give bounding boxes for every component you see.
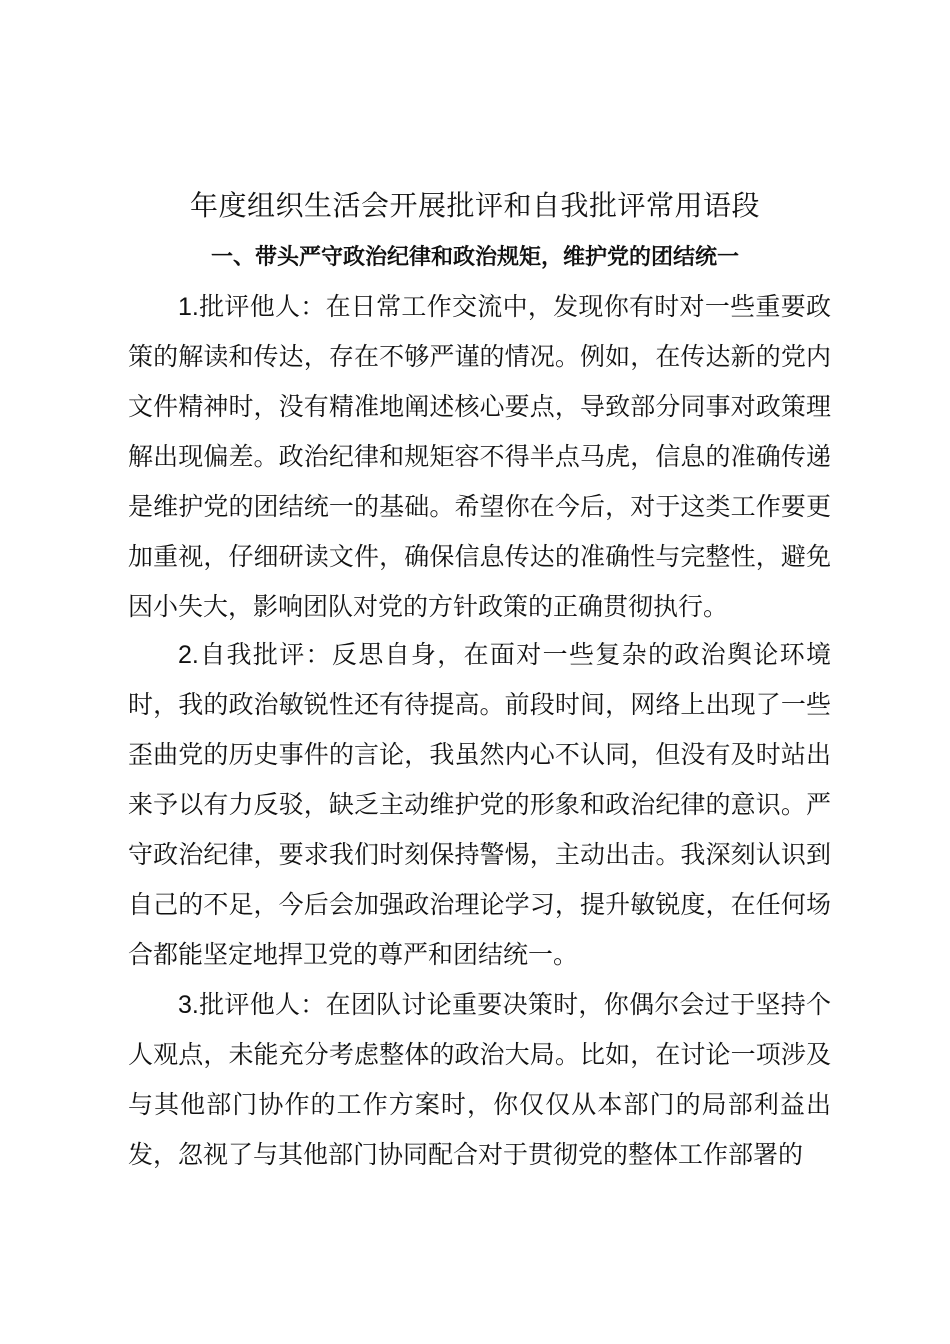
paragraph-2: [128, 630, 831, 980]
paragraph-number: 2.: [178, 641, 199, 669]
paragraph-3: [128, 980, 831, 1180]
paragraph-number: 1.: [178, 293, 199, 321]
document-title: 年度组织生活会开展批评和自我批评常用语段: [189, 189, 760, 222]
paragraph-text: 自我批评：反思自身，在面对一些复杂的政治舆论环境时，我的政治敏锐性还有待提高。前段时间，网络上出现了一些歪曲党的历史事件的言论，我虽然内心不认同，但没有及时站出来予以有力反驳，缺乏主动维护党的形象和政治纪律的意识。严守政治纪律，要求我们时刻保持警惕，主动出击。我深刻认识到自己的不足，今后会加强政治理论学习，提升敏锐度，在任何场合都能坚定地捍卫党的尊严和团结统一。: [128, 640, 831, 969]
paragraph-text: 批评他人：在日常工作交流中，发现你有时对一些重要政策的解读和传达，存在不够严谨的情况。例如，在传达新的党内文件精神时，没有精准地阐述核心要点，导致部分同事对政策理解出现偏差。政治纪律和规矩容不得半点马虎，信息的准确传递是维护党的团结统一的基础。希望你在今后，对于这类工作要更加重视，仔细研读文件，确保信息传达的准确性与完整性，避免因小失大，影响团队对党的方针政策的正确贯彻执行。: [128, 292, 831, 621]
paragraph-1: [128, 282, 831, 632]
paragraph-text: 批评他人：在团队讨论重要决策时，你偶尔会过于坚持个人观点，未能充分考虑整体的政治大局。比如，在讨论一项涉及与其他部门协作的工作方案时，你仅仅从本部门的局部利益出发，忽视了与其他部门协同配合对于贯彻党的整体工作部署的: [128, 990, 831, 1169]
section-heading: 一、带头严守政治纪律和政治规矩，维护党的团结统一: [210, 245, 739, 270]
paragraph-number: 3.: [178, 991, 199, 1019]
